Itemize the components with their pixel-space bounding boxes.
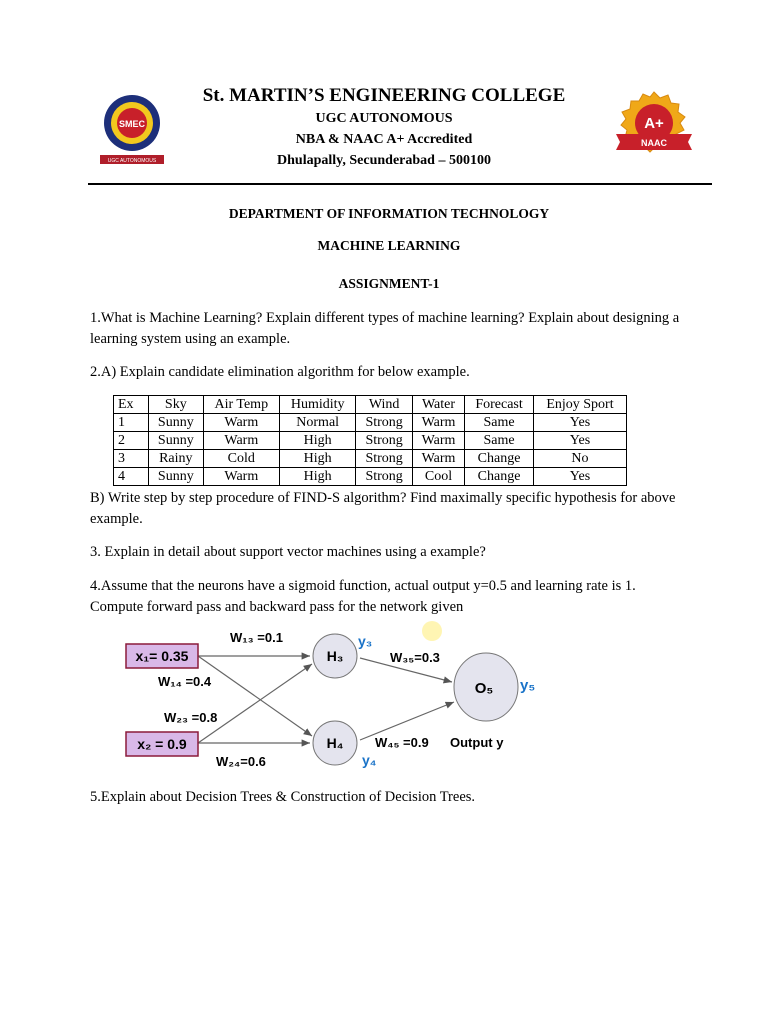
- table-cell: Yes: [533, 414, 626, 432]
- weight-w24: W₂₄=0.6: [216, 754, 266, 769]
- table-cell: High: [279, 450, 355, 468]
- weight-w35: W₃₅=0.3: [390, 650, 440, 665]
- table-cell: Strong: [356, 432, 413, 450]
- table-row: [114, 432, 627, 450]
- table-cell: Same: [465, 432, 534, 450]
- table-cell: 1: [114, 414, 149, 432]
- table-header-cell: Sky: [149, 396, 204, 414]
- weight-w23: W₂₃ =0.8: [164, 710, 218, 725]
- table-cell: Rainy: [149, 450, 204, 468]
- table-header-row: [114, 396, 627, 414]
- input-x1-label: x₁= 0.35: [135, 648, 189, 664]
- table-header-cell: Ex: [114, 396, 149, 414]
- table-cell: Warm: [203, 414, 279, 432]
- training-examples-table: [113, 395, 627, 486]
- table-cell: Cool: [412, 468, 464, 486]
- weight-w45: W₄₅ =0.9: [375, 735, 429, 750]
- header-divider: [88, 183, 712, 185]
- node-o5-label: O₅: [474, 680, 494, 697]
- output-caption: Output y: [450, 735, 504, 750]
- emblem-ribbon-text: UGC AUTONOMOUS: [107, 158, 157, 164]
- naac-badge-icon: [612, 90, 696, 160]
- accreditation: NBA & NAAC A+ Accredited: [295, 132, 473, 147]
- network-svg: [88, 612, 558, 772]
- input-x2-label: x₂ = 0.9: [137, 736, 187, 752]
- naac-grade: A+: [644, 115, 664, 132]
- table-cell: Cold: [203, 450, 279, 468]
- edge-x2-h3: [198, 664, 312, 743]
- weight-w14: W₁₄ =0.4: [158, 674, 212, 689]
- table-cell: Sunny: [149, 432, 204, 450]
- table-header-cell: Forecast: [465, 396, 534, 414]
- subject-title: MACHINE LEARNING: [317, 238, 461, 253]
- table-header-cell: Wind: [356, 396, 413, 414]
- y4-label: y₄: [362, 752, 377, 768]
- college-name: St. MARTIN’S ENGINEERING COLLEGE: [202, 85, 566, 106]
- node-h3-label: H₃: [326, 648, 344, 664]
- table-cell: 4: [114, 468, 149, 486]
- y5-label: y₅: [520, 677, 536, 694]
- table-header-cell: Air Temp: [203, 396, 279, 414]
- table-row: [114, 414, 627, 432]
- department-title: DEPARTMENT OF INFORMATION TECHNOLOGY: [228, 206, 550, 221]
- naac-logo: [612, 90, 696, 160]
- table-cell: Warm: [412, 450, 464, 468]
- emblem-text: SMEC: [118, 119, 146, 129]
- table-cell: High: [279, 468, 355, 486]
- table-cell: Warm: [412, 432, 464, 450]
- table-cell: Yes: [533, 432, 626, 450]
- table-cell: Warm: [412, 414, 464, 432]
- table-header-cell: Enjoy Sport: [533, 396, 626, 414]
- assignment-title: ASSIGNMENT-1: [338, 276, 440, 291]
- table-cell: Strong: [356, 468, 413, 486]
- autonomous-status: UGC AUTONOMOUS: [315, 111, 453, 126]
- question-1: 1.What is Machine Learning? Explain different types of machine learning? Explain about designing a learning system using an example.: [90, 310, 680, 347]
- question-2a: 2.A) Explain candidate elimination algorithm for below example.: [90, 364, 470, 380]
- table-cell: High: [279, 432, 355, 450]
- table-row: [114, 450, 627, 468]
- table-cell: Warm: [203, 432, 279, 450]
- table-cell: Strong: [356, 450, 413, 468]
- table-cell: Sunny: [149, 468, 204, 486]
- weight-w13: W₁₃ =0.1: [230, 630, 283, 645]
- question-3: 3. Explain in detail about support vector machines using a example?: [90, 544, 486, 560]
- highlight-mark: [422, 621, 442, 641]
- question-4: 4.Assume that the neurons have a sigmoid function, actual output y=0.5 and learning rate is 1. Compute forward pass and backward pass for the network given: [90, 578, 636, 615]
- table-cell: Change: [465, 450, 534, 468]
- table-cell: Sunny: [149, 414, 204, 432]
- neural-network-diagram: [88, 612, 558, 772]
- college-address: Dhulapally, Secunderabad – 500100: [277, 153, 491, 168]
- question-5: 5.Explain about Decision Trees & Construction of Decision Trees.: [90, 789, 476, 805]
- y3-label: y₃: [358, 633, 373, 649]
- table-cell: Same: [465, 414, 534, 432]
- table-cell: Normal: [279, 414, 355, 432]
- table-cell: Strong: [356, 414, 413, 432]
- table-cell: Yes: [533, 468, 626, 486]
- node-h4-label: H₄: [326, 735, 344, 751]
- table-header-cell: Humidity: [279, 396, 355, 414]
- table-cell: No: [533, 450, 626, 468]
- table-cell: 2: [114, 432, 149, 450]
- table-cell: Warm: [203, 468, 279, 486]
- table-cell: Change: [465, 468, 534, 486]
- table-header-cell: Water: [412, 396, 464, 414]
- table-cell: 3: [114, 450, 149, 468]
- naac-ribbon-text: NAAC: [641, 138, 667, 148]
- table-row: [114, 468, 627, 486]
- question-2b: B) Write step by step procedure of FIND-S algorithm? Find maximally specific hypothesis for above example.: [90, 490, 676, 527]
